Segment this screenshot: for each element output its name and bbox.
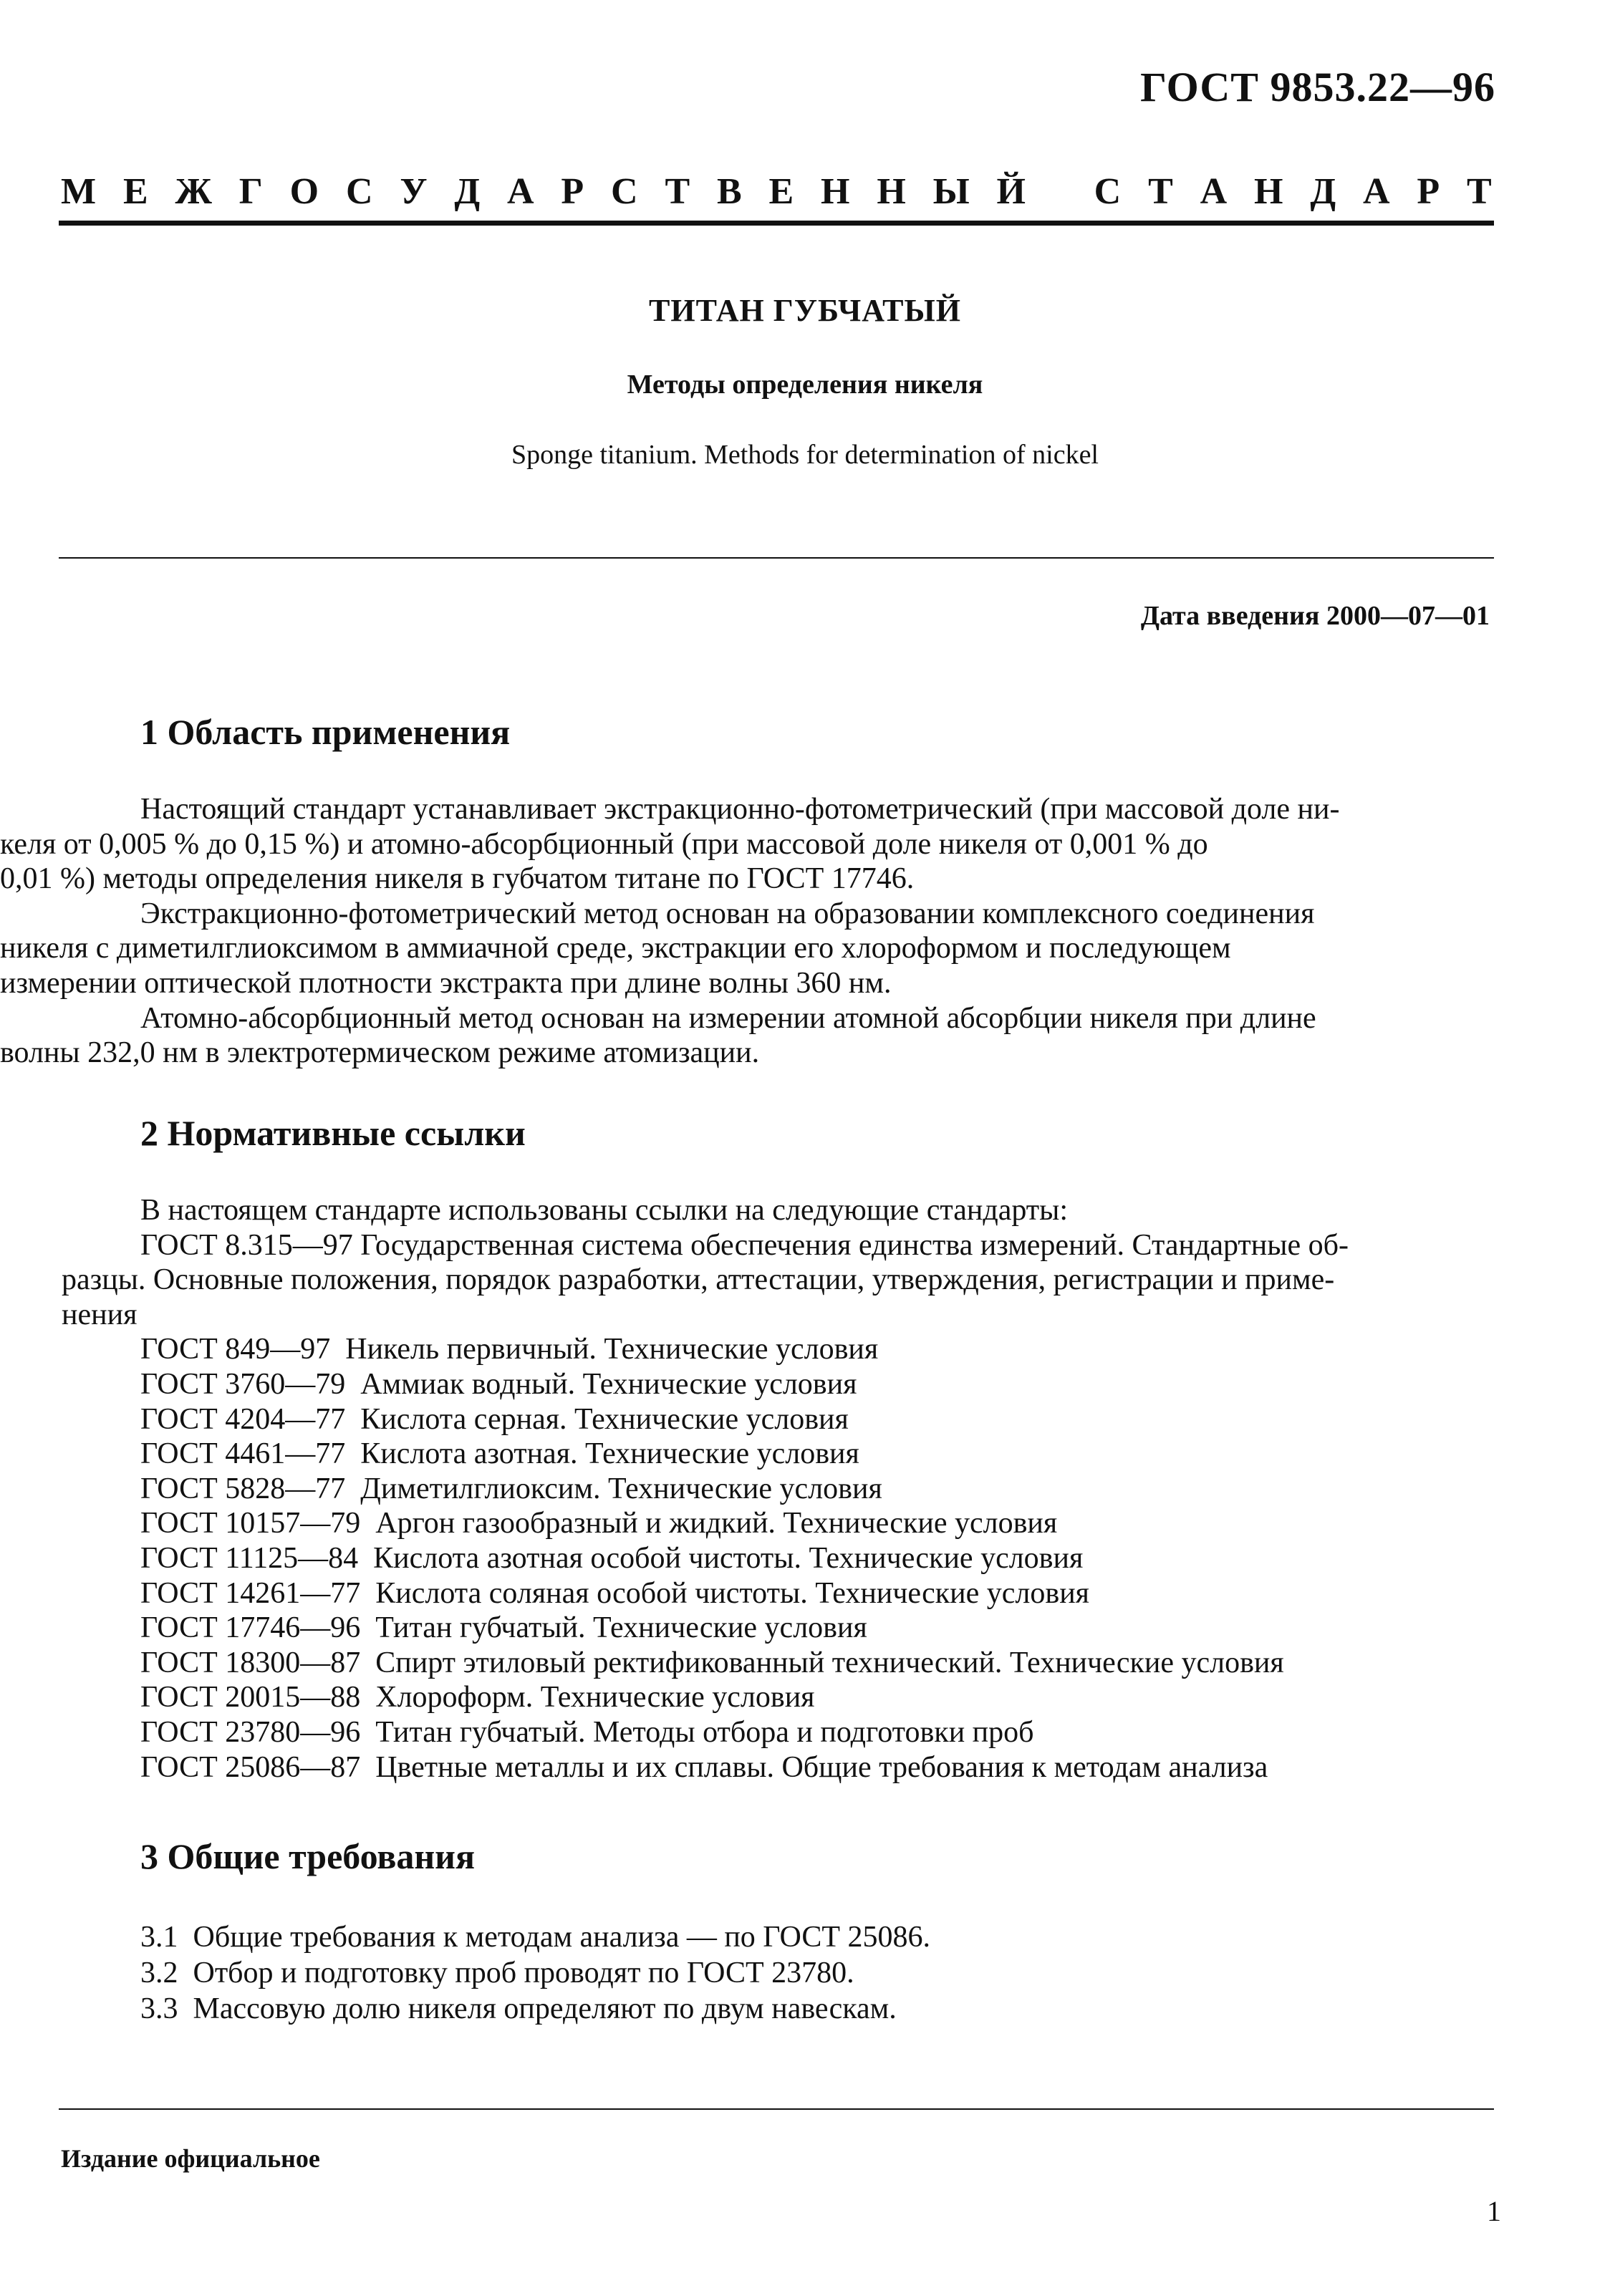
- banner-letter: У: [400, 171, 428, 212]
- paragraph-line: измерении оптической плотности экстракта при длине волны 360 нм.: [0, 966, 892, 1000]
- reference-item: ГОСТ 23780—96 Титан губчатый. Методы отбора и подготовки проб: [140, 1715, 1034, 1749]
- banner-letter: Н: [877, 171, 906, 212]
- banner-letter: А: [507, 171, 534, 212]
- effective-date: Дата введения 2000—07—01: [1140, 601, 1490, 631]
- banner-letter: Р: [561, 171, 584, 212]
- references-intro: В настоящем стандарте использованы ссылки на следующие стандарты:: [140, 1194, 1069, 1227]
- reference-item: ГОСТ 849—97 Никель первичный. Технические условия: [140, 1333, 879, 1366]
- reference-item: ГОСТ 10157—79 Аргон газообразный и жидкий. Технические условия: [140, 1507, 1058, 1540]
- banner-letter: М: [61, 171, 97, 212]
- section-1-paragraph-1: [0, 792, 1494, 1071]
- reference-item: ГОСТ 11125—84 Кислота азотная особой чистоты. Технические условия: [140, 1541, 1084, 1575]
- reference-item-continuation: нения: [62, 1298, 138, 1331]
- paragraph-line: Атомно-абсорбционный метод основан на измерении атомной абсорбции никеля при длине: [140, 1001, 1316, 1035]
- reference-item: ГОСТ 4204—77 Кислота серная. Технические условия: [140, 1402, 849, 1436]
- banner-letter: Е: [768, 171, 794, 212]
- section-1-heading: 1 Область применения: [140, 712, 511, 752]
- section-3-items: [140, 1919, 1494, 2027]
- banner-letter: С: [611, 171, 638, 212]
- banner-letter: [1053, 170, 1067, 213]
- banner-letter: Н: [1254, 171, 1283, 212]
- paragraph-line: никеля с диметилглиоксимом в аммиачной среде, экстракции его хлороформом и последующем: [0, 932, 1231, 965]
- reference-item: ГОСТ 25086—87 Цветные металлы и их сплавы. Общие требования к методам анализа: [140, 1750, 1268, 1784]
- banner-letter: С: [1094, 171, 1122, 212]
- paragraph-line: Настоящий стандарт устанавливает экстракционно-фотометрический (при массовой доле ни-: [140, 793, 1340, 826]
- reference-item: ГОСТ 3760—79 Аммиак водный. Технические условия: [140, 1367, 857, 1401]
- banner-letter: Н: [821, 171, 850, 212]
- reference-item: ГОСТ 4461—77 Кислота азотная. Технические условия: [140, 1437, 859, 1471]
- interstate-standard-banner: [61, 170, 1492, 213]
- paragraph-line: келя от 0,005 % до 0,15 %) и атомно-абсорбционный (при массовой доле никеля от 0,001 % до: [0, 827, 1208, 861]
- document-id: ГОСТ 9853.22—96: [1140, 64, 1495, 110]
- section-2-references: [62, 1193, 1494, 1785]
- reference-item: ГОСТ 18300—87 Спирт этиловый ректификованный технический. Технические условия: [140, 1646, 1284, 1679]
- reference-item-continuation: разцы. Основные положения, порядок разработки, аттестации, утверждения, регистрации и приме-: [62, 1263, 1335, 1297]
- requirement-item: 3.3 Массовую долю никеля определяют по двум навескам.: [140, 1992, 897, 2025]
- header-rule: [59, 221, 1494, 226]
- banner-letter: Т: [1466, 171, 1492, 212]
- banner-letter: Д: [1310, 171, 1336, 212]
- banner-letter: О: [289, 171, 319, 212]
- requirement-item: 3.1 Общие требования к методам анализа — по ГОСТ 25086.: [140, 1921, 931, 1954]
- reference-list: [140, 1332, 1494, 1785]
- document-subtitle: Методы определения никеля: [627, 370, 983, 400]
- banner-letter: Т: [1148, 171, 1173, 212]
- section-2-heading: 2 Нормативные ссылки: [140, 1113, 526, 1153]
- banner-letter: В: [716, 171, 742, 212]
- document-title: ТИТАН ГУБЧАТЫЙ: [649, 293, 961, 328]
- banner-letter: Т: [665, 171, 690, 212]
- title-rule: [59, 557, 1494, 559]
- banner-letter: А: [1200, 171, 1228, 212]
- reference-item: ГОСТ 17746—96 Титан губчатый. Технические условия: [140, 1611, 867, 1645]
- banner-letter: Д: [454, 171, 481, 212]
- footer-rule: [59, 2108, 1494, 2110]
- reference-item: ГОСТ 14261—77 Кислота соляная особой чистоты. Технические условия: [140, 1576, 1089, 1610]
- section-3-heading: 3 Общие требования: [140, 1836, 476, 1876]
- paragraph-line: волны 232,0 нм в электротермическом режиме атомизации.: [0, 1036, 760, 1070]
- reference-item: ГОСТ 8.315—97 Государственная система обеспечения единства измерений. Стандартные об-: [140, 1228, 1349, 1262]
- banner-letter: Р: [1417, 171, 1440, 212]
- banner-letter: А: [1362, 171, 1390, 212]
- banner-letter: Й: [996, 171, 1026, 212]
- official-edition-label: Издание официальное: [61, 2144, 320, 2173]
- banner-letter: Г: [238, 171, 263, 212]
- english-title: Sponge titanium. Methods for determination of nickel: [511, 440, 1099, 470]
- banner-letter: С: [345, 171, 373, 212]
- page-number: 1: [1487, 2195, 1501, 2227]
- paragraph-line: Экстракционно-фотометрический метод основан на образовании комплексного соединения: [140, 897, 1315, 930]
- banner-letter: Ж: [175, 171, 212, 212]
- paragraph-line: 0,01 %) методы определения никеля в губчатом титане по ГОСТ 17746.: [0, 862, 915, 896]
- requirement-item: 3.2 Отбор и подготовку проб проводят по ГОСТ 23780.: [140, 1957, 854, 1989]
- banner-letter: Е: [122, 171, 148, 212]
- reference-item: ГОСТ 5828—77 Диметилглиоксим. Технические условия: [140, 1472, 882, 1505]
- banner-letter: Ы: [932, 171, 970, 212]
- reference-item: ГОСТ 20015—88 Хлороформ. Технические условия: [140, 1681, 815, 1714]
